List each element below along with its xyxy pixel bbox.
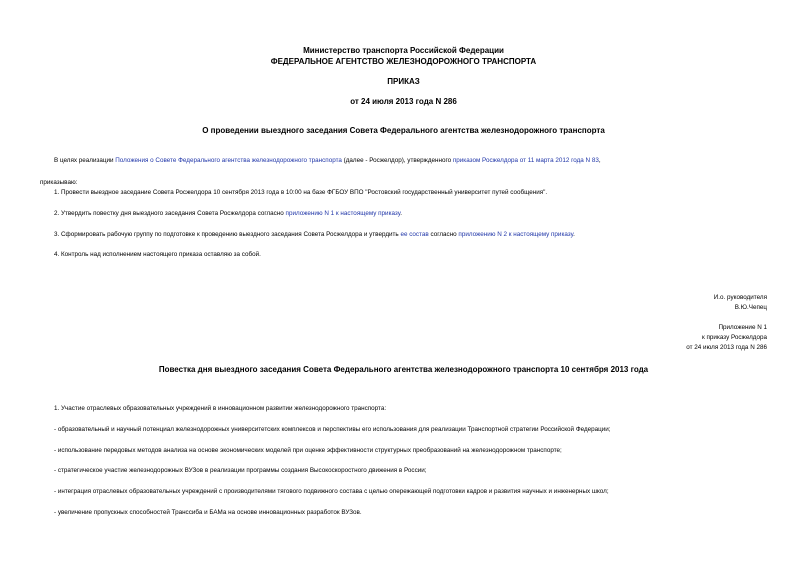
council-regulation-link[interactable]: Положения о Совете Федерального агентства железнодорожного транспорта xyxy=(115,157,342,164)
agenda-item-1: 1. Участие отраслевых образовательных учреждений в инновационном развитии железнодорожного транспорта: xyxy=(54,405,387,412)
agenda-subitem: - стратегическое участие железнодорожных ВУЗов в реализации программы создания Высокоскоростного движения в России; xyxy=(54,467,427,474)
agenda-title: Повестка дня выездного заседания Совета Федерального агентства железнодорожного транспорта 10 сентября 2013 года xyxy=(158,365,649,374)
agenda-subitem: - увеличение пропускных способностей Транссиба и БАМа на основе инновационных разработок ВУЗов. xyxy=(54,509,362,516)
preamble-text-3: , xyxy=(598,157,601,164)
appendix-2-link[interactable]: приложению N 2 к настоящему приказу xyxy=(458,231,574,238)
item-2-end: . xyxy=(400,210,402,217)
appendix-1-link[interactable]: приложению N 1 к настоящему приказу xyxy=(285,210,401,217)
order-item-1: 1. Провести выездное заседание Совета Росжелдора 10 сентября 2013 года в 10:00 на базе ФГБОУ ВПО "Ростовский государственный университет путей сообщения". xyxy=(54,189,548,196)
item-3-text: 3. Сформировать рабочую группу по подготовке к проведению выездного заседания Совета Росжелдора и утвердить xyxy=(54,231,401,238)
preamble-text-1: В целях реализации xyxy=(54,157,116,164)
item-3-end: . xyxy=(573,231,575,238)
item-2-text: 2. Утвердить повестку дня выездного заседания Совета Росжелдора согласно xyxy=(54,210,286,217)
appendix-label: Приложение N 1 xyxy=(718,324,767,331)
appendix-date: от 24 июля 2013 года N 286 xyxy=(686,344,767,351)
group-composition-link[interactable]: ее состав xyxy=(400,231,429,238)
document-date: от 24 июля 2013 года N 286 xyxy=(350,97,457,106)
order-item-4: 4. Контроль над исполнением настоящего приказа оставляю за собой. xyxy=(54,251,261,258)
agenda-subitem: - интеграция отраслевых образовательных учреждений с производителями тягового подвижного состава с целью опережающей подготовки кадров и развития научных и инженерных школ; xyxy=(54,488,609,495)
agency-name: ФЕДЕРАЛЬНОЕ АГЕНТСТВО ЖЕЛЕЗНОДОРОЖНОГО ТРАНСПОРТА xyxy=(270,57,537,66)
order-item-3 xyxy=(54,231,575,238)
agenda-subitem: - образовательный и научный потенциал железнодорожных университетских комплексов и перспективы его использования для реализации Транспортной стратегии Российской Федерации; xyxy=(54,426,611,433)
appendix-to-order: к приказу Росжелдора xyxy=(702,334,767,341)
signature-position: И.о. руководителя xyxy=(713,294,767,301)
order-word: приказываю: xyxy=(40,179,78,186)
ministry-name: Министерство транспорта Российской Федерации xyxy=(303,46,504,55)
document-title: О проведении выездного заседания Совета Федерального агентства железнодорожного транспорта xyxy=(202,126,605,135)
order-83-link[interactable]: приказом Росжелдора от 11 марта 2012 года N 83 xyxy=(452,157,599,164)
agenda-subitem: - использование передовых методов анализа на основе экономических моделей при оценке эффективности структурных преобразований на железнодорожном транспорте; xyxy=(54,447,562,454)
document-type: ПРИКАЗ xyxy=(387,77,420,86)
signature-name: В.Ю.Чепец xyxy=(734,304,767,311)
order-item-2 xyxy=(54,210,402,217)
item-3-mid: согласно xyxy=(428,231,459,238)
preamble-text-2: (далее - Росжелдор), утвержденного xyxy=(341,157,453,164)
preamble xyxy=(54,157,601,164)
